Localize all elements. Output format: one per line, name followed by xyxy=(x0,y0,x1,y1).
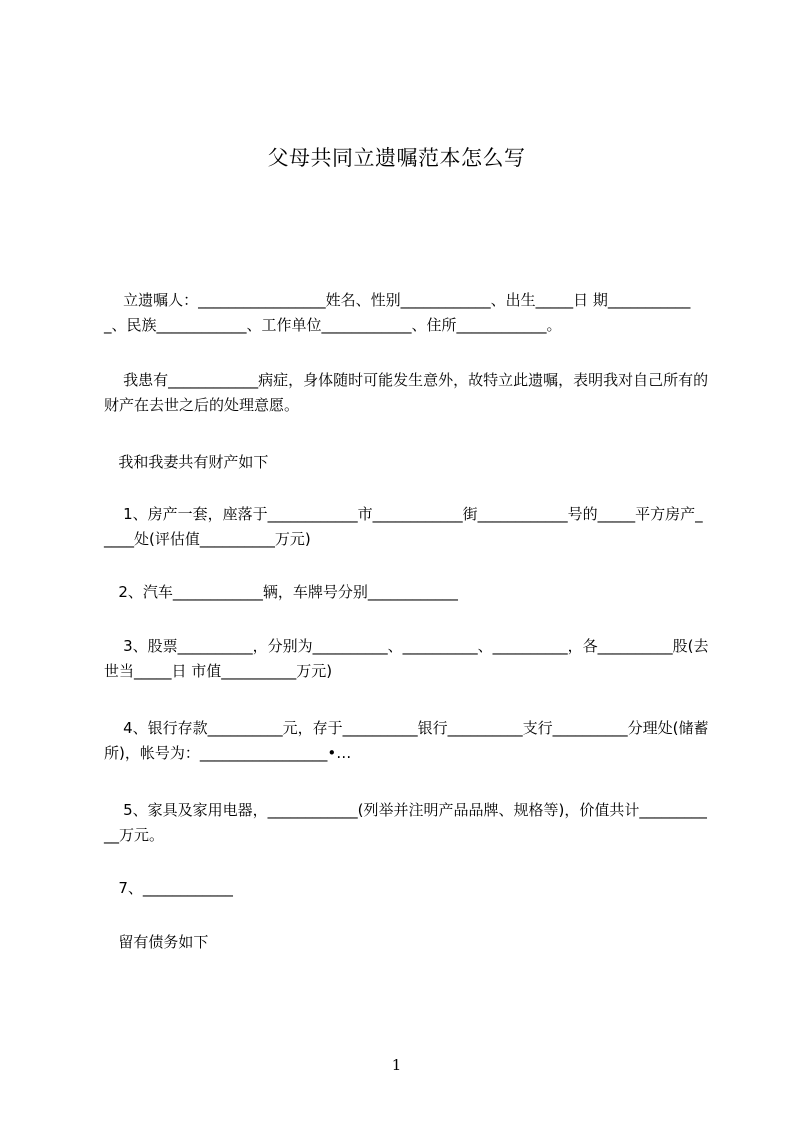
debts-heading: 留有债务如下 xyxy=(104,933,209,951)
page-number: 1 xyxy=(391,1056,402,1074)
property-item-bank-deposit: 4、银行存款__________元，存于__________银行__________支行__________分理处(储蓄所)，帐号为：_________________•… xyxy=(104,719,709,762)
property-item-stocks: 3、股票__________，分别为__________、__________、__________，各__________股(去世当_____日 市值__________万元) xyxy=(104,637,709,680)
property-item-seven: 7、____________ xyxy=(104,879,233,897)
property-item-car: 2、汽车____________辆，车牌号分别____________ xyxy=(104,583,458,601)
illness-statement-paragraph: 我患有____________病症，身体随时可能发生意外，故特立此遗嘱，表明我对自己所有的财产在去世之后的处理意愿。 xyxy=(104,371,709,414)
document-title: 父母共同立遗嘱范本怎么写 xyxy=(267,146,526,170)
property-item-house: 1、房产一套，座落于____________市____________街____________号的_____平方房产_____处(评估值__________万元) xyxy=(104,505,703,548)
property-item-furniture: 5、家具及家用电器，____________(列举并注明产品品牌、规格等)，价值共计___________万元。 xyxy=(104,801,707,844)
testator-info-paragraph: 立遗嘱人：_________________姓名、性别____________、出生_____日 期____________、民族____________、工作单位____________、住所____________。 xyxy=(104,291,691,334)
joint-property-heading: 我和我妻共有财产如下 xyxy=(104,453,269,471)
